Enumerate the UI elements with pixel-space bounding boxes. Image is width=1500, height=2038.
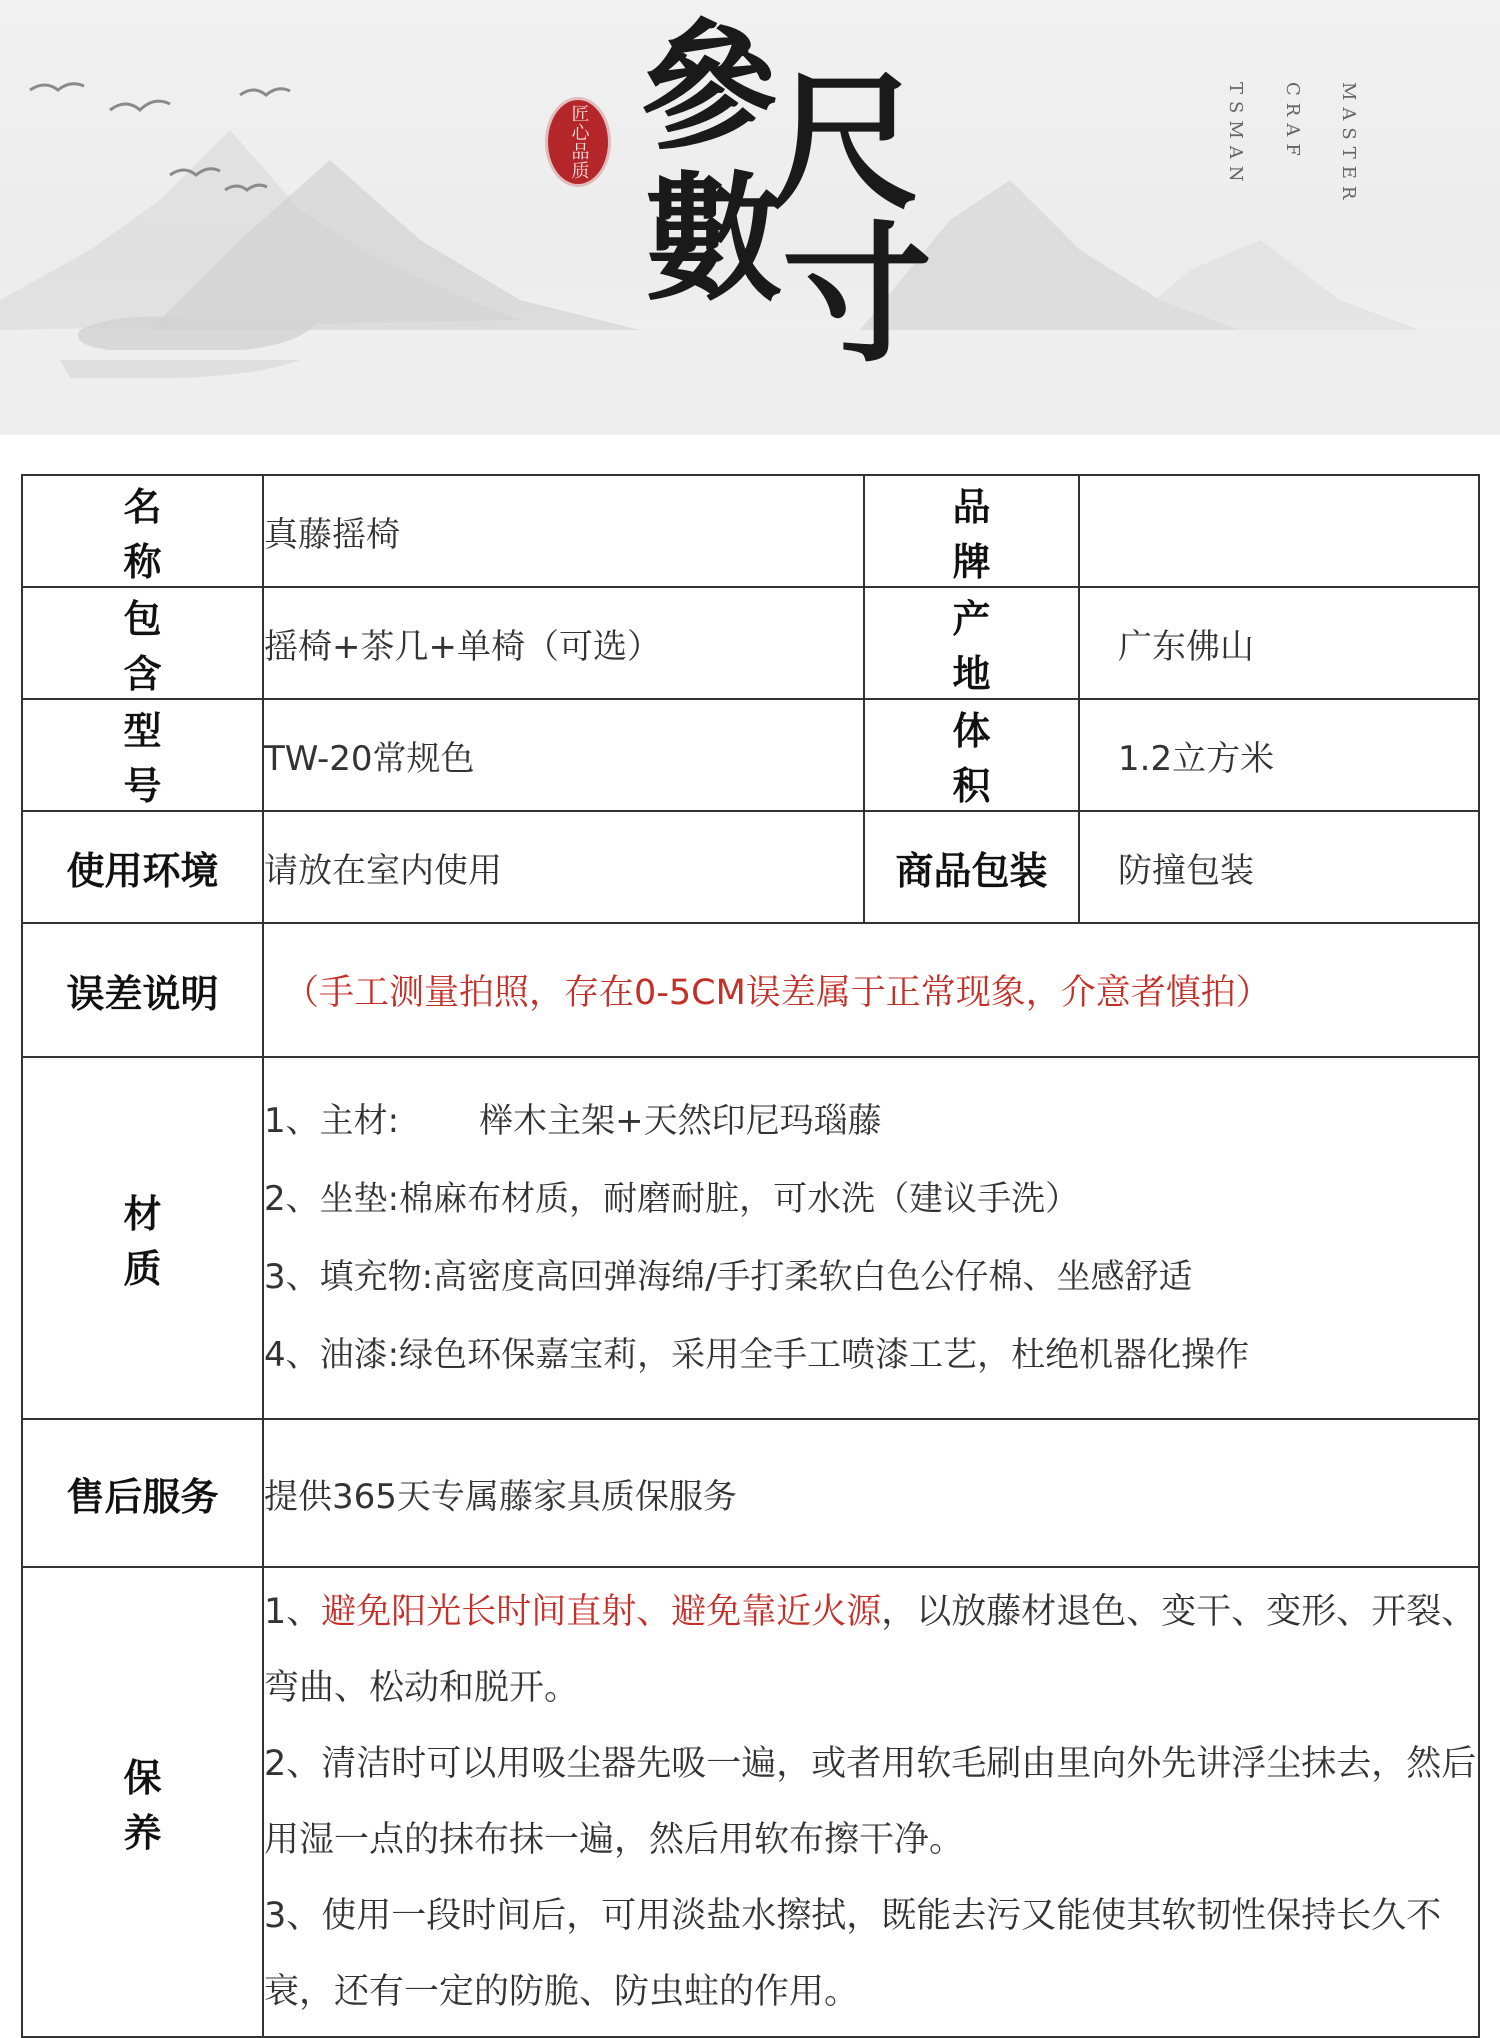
material-list: [263, 1057, 1479, 1419]
model-label: 型号: [22, 699, 263, 811]
vertical-text-tsman: TSMAN: [1225, 82, 1246, 189]
material-prefix: 3、填充物:: [264, 1257, 434, 1297]
material-text: 高密度高回弹海绵/手打柔软白色公仔棉、坐感舒适: [433, 1257, 1193, 1297]
list-item: [264, 1082, 1478, 1160]
care-item-3: 3、使用一段时间后，可用淡盐水擦拭，既能去污又能使其软韧性保持长久不衰，还有一定的防脆、防虫蛀的作用。: [264, 1896, 1442, 2012]
package-value: 防撞包装: [1079, 811, 1479, 923]
service-value: 提供365天专属藤家具质保服务: [263, 1419, 1479, 1567]
material-text: 绿色环保嘉宝莉，采用全手工喷漆工艺，杜绝机器化操作: [399, 1335, 1250, 1375]
origin-label: 产地: [864, 587, 1079, 699]
title-char-2: 數: [645, 157, 784, 320]
env-value: 请放在室内使用: [263, 811, 864, 923]
volume-label: 体积: [864, 699, 1079, 811]
material-prefix: 1、主材:: [264, 1101, 400, 1141]
care-item-1: [264, 1574, 1478, 1726]
red-seal-stamp: 匠心品质: [548, 100, 608, 184]
include-label: 包含: [22, 587, 263, 699]
material-text: 棉麻布材质，耐磨耐脏，可水洗（建议手洗）: [399, 1179, 1080, 1219]
table-row: [22, 923, 1479, 1057]
error-label: 误差说明: [22, 923, 263, 1057]
table-row: [22, 1057, 1479, 1419]
table-row: [22, 587, 1479, 699]
material-prefix: 2、坐垫:: [264, 1179, 400, 1219]
include-value: 摇椅+茶几+单椅（可选）: [263, 587, 864, 699]
title-char-4: 寸: [782, 207, 933, 383]
care-label: 保养: [22, 1567, 263, 2037]
brand-value: [1079, 475, 1479, 587]
bird-icon: [240, 89, 290, 95]
name-value: 真藤摇椅: [263, 475, 864, 587]
list-item: [264, 1238, 1478, 1316]
list-item: [264, 1160, 1478, 1238]
table-row: [22, 475, 1479, 587]
volume-value: 1.2立方米: [1079, 699, 1479, 811]
origin-value: 广东佛山: [1079, 587, 1479, 699]
vertical-text-master: MASTER: [1338, 82, 1359, 207]
title-char-3: 尺: [770, 55, 921, 231]
care-1-highlight: 避免阳光长时间直射、避免靠近火源: [321, 1592, 882, 1632]
model-value: TW-20常规色: [263, 699, 864, 811]
brand-label: 品牌: [864, 475, 1079, 587]
table-row: [22, 1567, 1479, 2037]
env-label: 使用环境: [22, 811, 263, 923]
spec-table: [21, 474, 1480, 2038]
table-row: [22, 1419, 1479, 1567]
material-label: 材质: [22, 1057, 263, 1419]
name-label: 名称: [22, 475, 263, 587]
package-label: 商品包装: [864, 811, 1079, 923]
header-banner: [0, 0, 1500, 435]
list-item: [264, 1316, 1478, 1394]
material-text: 榉木主架+天然印尼玛瑙藤: [479, 1101, 882, 1141]
vertical-text-craf: CRAF: [1282, 82, 1303, 163]
material-prefix: 4、油漆:: [264, 1335, 400, 1375]
care-1-prefix: 1、: [264, 1592, 322, 1632]
service-label: 售后服务: [22, 1419, 263, 1567]
care-1-rest: ，以放藤材退色、变干、变形、开裂、弯曲、松动和脱开。: [264, 1592, 1477, 1708]
error-value: （手工测量拍照，存在0-5CM误差属于正常现象，介意者慎拍）: [263, 923, 1479, 1057]
care-instructions: [263, 1567, 1479, 2037]
table-row: [22, 811, 1479, 923]
bird-icon: [110, 101, 170, 110]
care-item-2: 2、清洁时可以用吸尘器先吸一遍，或者用软毛刷由里向外先讲浮尘抹去，然后用湿一点的抹布抹一遍，然后用软布擦干净。: [264, 1744, 1477, 1860]
bird-icon: [30, 84, 84, 90]
title-char-1: 參: [640, 5, 779, 168]
table-row: [22, 699, 1479, 811]
